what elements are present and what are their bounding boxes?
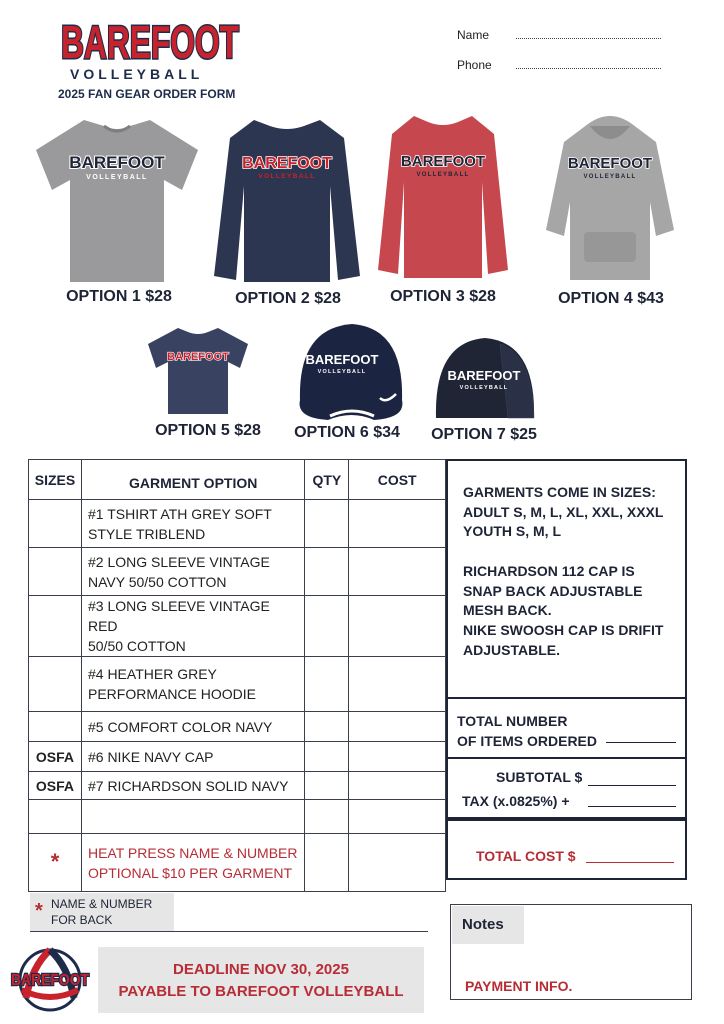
volleyball-logo (10, 944, 90, 1021)
qty-cell[interactable] (305, 712, 349, 742)
logo-ball-text: BAREFOOT (11, 972, 90, 989)
cost-cell[interactable] (349, 712, 446, 742)
size-cell[interactable]: OSFA (29, 772, 82, 800)
payable-text: PAYABLE TO BAREFOOT VOLLEYBALL (118, 983, 404, 1000)
svg-text:BAREFOOT: BAREFOOT (447, 368, 521, 383)
col-header-qty: QTY (305, 460, 349, 500)
heat-press-description: HEAT PRESS NAME & NUMBER OPTIONAL $10 PER GARMENT (81, 834, 304, 892)
info-line: GARMENTS COME IN SIZES: (463, 484, 656, 500)
garment-cell: #6 NIKE NAVY CAP (81, 742, 304, 772)
form-title: 2025 FAN GEAR ORDER FORM (58, 87, 236, 101)
garment-cell: #4 HEATHER GREY PERFORMANCE HOODIE (81, 657, 304, 712)
svg-text:BAREFOOT: BAREFOOT (69, 153, 165, 172)
barefoot-logo (58, 16, 242, 68)
garment-cell: #2 LONG SLEEVE VINTAGE NAVY 50/50 COTTON (81, 548, 304, 596)
richardson-cap-image (430, 334, 540, 420)
cost-cell[interactable] (349, 500, 446, 548)
subtotal-label: SUBTOTAL $ (496, 769, 583, 785)
payment-info-label: PAYMENT INFO. (465, 978, 573, 994)
total-cost-panel (446, 819, 687, 880)
info-line: RICHARDSON 112 CAP IS (463, 562, 635, 579)
table-row (29, 742, 446, 772)
svg-text:VOLLEYBALL: VOLLEYBALL (583, 174, 637, 180)
size-cell[interactable] (29, 712, 82, 742)
info-line: SNAP BACK ADJUSTABLE (463, 582, 643, 599)
notes-tab (452, 906, 524, 944)
name-number-field[interactable] (30, 931, 428, 932)
cost-cell[interactable] (349, 742, 446, 772)
qty-cell[interactable] (305, 657, 349, 712)
nike-cap-image (290, 318, 412, 424)
total-cost-field[interactable] (586, 862, 674, 863)
tshirt-grey-image (32, 116, 202, 286)
garment-cell: #5 COMFORT COLOR NAVY (81, 712, 304, 742)
tax-label: TAX (x.0825%) + (462, 793, 570, 809)
cost-cell[interactable] (349, 596, 446, 657)
phone-field[interactable] (516, 68, 661, 69)
deadline-box (98, 947, 424, 1013)
product-option-5 (146, 326, 250, 416)
table-header-row (29, 460, 446, 500)
asterisk-icon: * (35, 900, 43, 922)
svg-text:BAREFOOT: BAREFOOT (400, 153, 486, 170)
svg-text:VOLLEYBALL: VOLLEYBALL (416, 172, 470, 178)
qty-cell[interactable] (305, 834, 349, 892)
qty-cell[interactable] (305, 772, 349, 800)
svg-text:VOLLEYBALL: VOLLEYBALL (459, 385, 509, 391)
svg-text:VOLLEYBALL: VOLLEYBALL (86, 174, 148, 181)
tax-field[interactable] (588, 806, 676, 807)
col-header-garment: GARMENT OPTION (81, 460, 304, 500)
info-line: ADULT S, M, L, XL, XXL, XXXL (463, 503, 664, 520)
phone-label: Phone (457, 58, 492, 72)
total-items-field[interactable] (606, 742, 676, 743)
total-items-label: OF ITEMS ORDERED (457, 732, 598, 749)
svg-text:BAREFOOT: BAREFOOT (305, 352, 379, 367)
asterisk-icon: * (50, 848, 60, 874)
info-line: YOUTH S, M, L (463, 523, 561, 540)
garment-cell[interactable] (81, 800, 304, 834)
info-line (463, 542, 663, 562)
cost-cell[interactable] (349, 800, 446, 834)
option-6-label: OPTION 6 $34 (294, 424, 400, 441)
table-row (29, 500, 446, 548)
qty-cell[interactable] (305, 742, 349, 772)
size-cell[interactable] (29, 548, 82, 596)
option-3-label: OPTION 3 $28 (390, 288, 496, 305)
size-cell[interactable] (29, 800, 82, 834)
name-field[interactable] (516, 38, 661, 39)
size-cell[interactable] (29, 500, 82, 548)
subtotal-field[interactable] (588, 785, 676, 786)
option-5-label: OPTION 5 $28 (155, 422, 261, 439)
table-row (29, 772, 446, 800)
svg-text:BAREFOOT: BAREFOOT (567, 155, 653, 172)
option-7-label: OPTION 7 $25 (431, 426, 537, 443)
notes-label: Notes (462, 916, 504, 933)
cost-cell[interactable] (349, 772, 446, 800)
qty-cell[interactable] (305, 596, 349, 657)
size-cell[interactable] (29, 657, 82, 712)
qty-cell[interactable] (305, 500, 349, 548)
name-number-label: FOR BACK (51, 913, 113, 927)
qty-cell[interactable] (305, 800, 349, 834)
table-row (29, 548, 446, 596)
option-4-label: OPTION 4 $43 (558, 290, 664, 307)
cost-cell[interactable] (349, 548, 446, 596)
size-cell[interactable] (29, 596, 82, 657)
garment-cell: #7 RICHARDSON SOLID NAVY (81, 772, 304, 800)
cost-cell[interactable] (349, 834, 446, 892)
longsleeve-red-image (378, 112, 508, 280)
hoodie-grey-image (544, 112, 676, 284)
col-header-cost: COST (349, 460, 446, 500)
svg-text:BAREFOOT: BAREFOOT (167, 351, 229, 363)
svg-text:BAREFOOT: BAREFOOT (242, 155, 332, 172)
table-row (29, 596, 446, 657)
logo-subtitle: VOLLEYBALL (70, 66, 204, 82)
total-items-panel (446, 697, 687, 759)
subtotal-panel (446, 757, 687, 819)
heat-press-star-cell (29, 834, 82, 892)
deadline-text: DEADLINE NOV 30, 2025 (173, 961, 349, 978)
size-cell[interactable]: OSFA (29, 742, 82, 772)
table-row (29, 657, 446, 712)
cost-cell[interactable] (349, 657, 446, 712)
col-header-sizes: SIZES (29, 460, 82, 500)
product-option-4 (544, 112, 676, 284)
heat-press-row (29, 834, 446, 892)
info-line: MESH BACK. (463, 602, 552, 619)
total-cost-label: TOTAL COST $ (476, 848, 576, 864)
product-option-6 (290, 318, 412, 424)
info-line: ADJUSTABLE. (463, 641, 560, 658)
qty-cell[interactable] (305, 548, 349, 596)
product-option-2 (214, 116, 360, 284)
name-number-label: NAME & NUMBER (51, 897, 153, 911)
sizes-info-panel (446, 459, 687, 699)
product-option-1 (32, 116, 202, 286)
info-line: NIKE SWOOSH CAP IS DRIFIT (463, 621, 664, 638)
product-option-3 (378, 112, 508, 280)
option-1-label: OPTION 1 $28 (66, 288, 172, 305)
logo-main-text: BAREFOOT (61, 16, 239, 68)
total-items-label: TOTAL NUMBER (457, 713, 568, 729)
option-2-label: OPTION 2 $28 (235, 290, 341, 307)
tshirt-navy-image (146, 326, 250, 416)
svg-text:VOLLEYBALL: VOLLEYBALL (258, 173, 316, 180)
product-option-7 (430, 334, 540, 420)
longsleeve-navy-image (214, 116, 360, 284)
name-number-box (30, 893, 174, 931)
table-row (29, 800, 446, 834)
order-table (28, 459, 446, 892)
table-row (29, 712, 446, 742)
svg-text:VOLLEYBALL: VOLLEYBALL (317, 369, 367, 375)
name-label: Name (457, 28, 490, 42)
garment-cell: #3 LONG SLEEVE VINTAGE RED 50/50 COTTON (81, 596, 304, 657)
garment-cell: #1 TSHIRT ATH GREY SOFT STYLE TRIBLEND (81, 500, 304, 548)
